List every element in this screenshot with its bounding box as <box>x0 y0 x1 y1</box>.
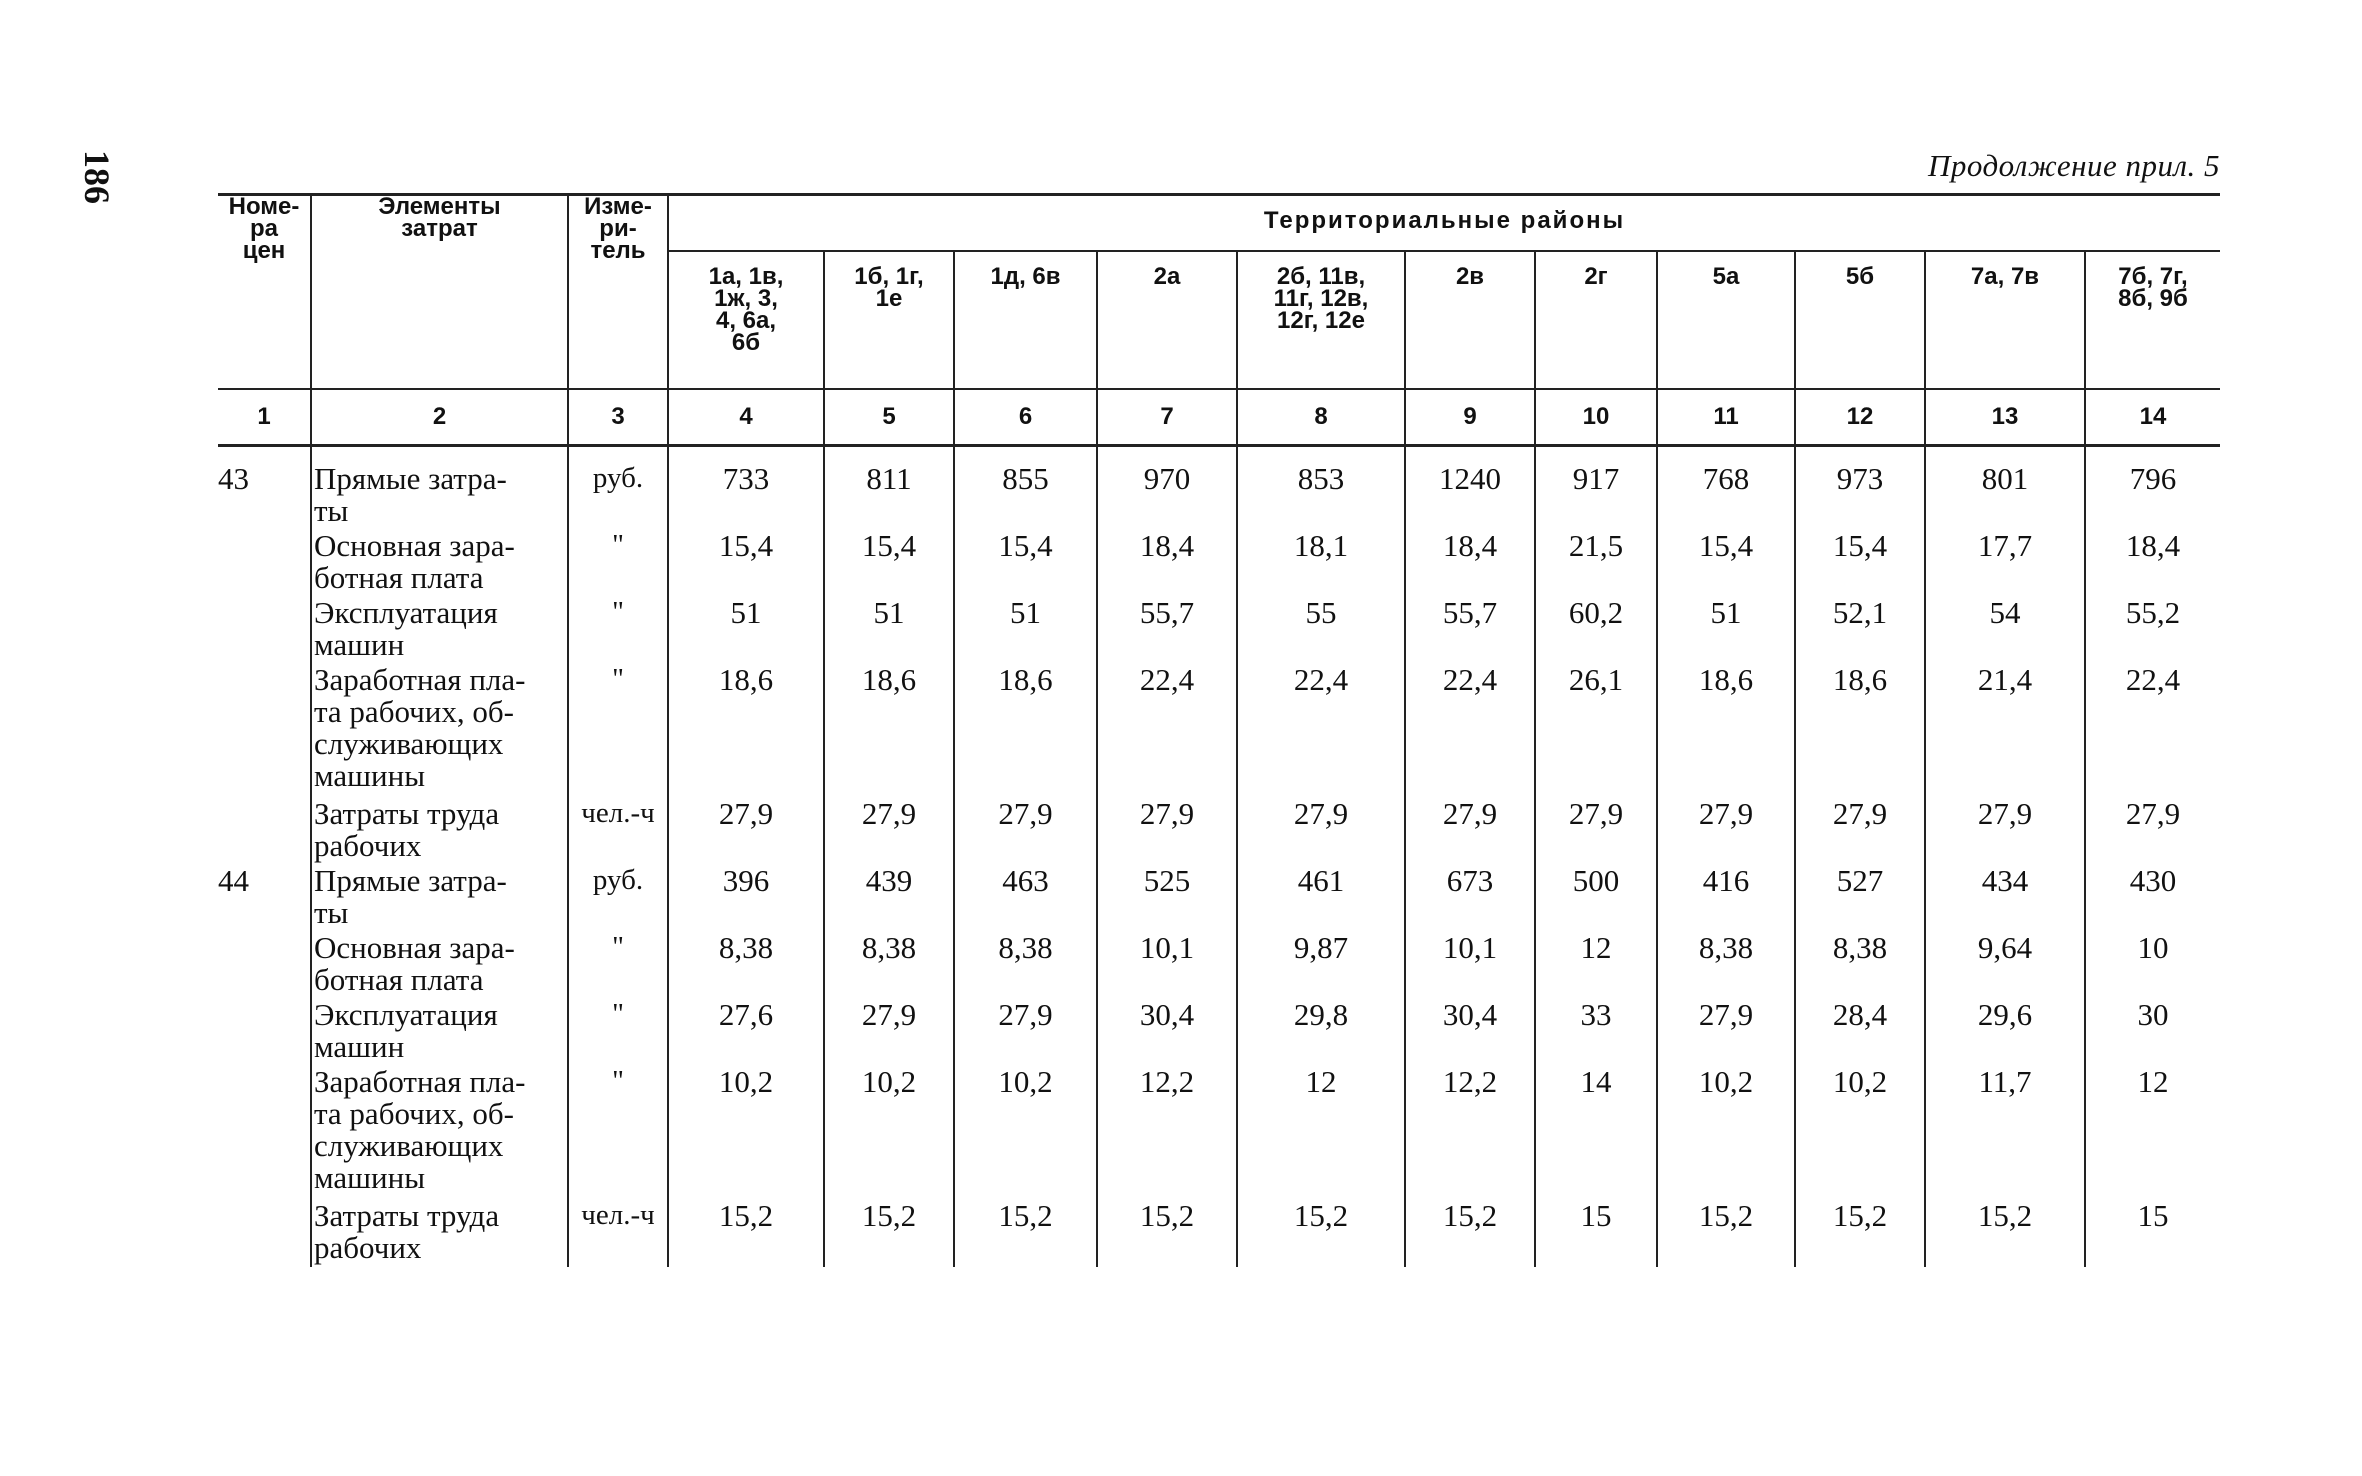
value-cell: 917 <box>1535 446 1657 531</box>
value-cell: 11,7 <box>1925 1066 2085 1200</box>
value-cell: 22,4 <box>1097 664 1237 798</box>
header-district: 2в <box>1405 251 1535 389</box>
value-cell: 18,1 <box>1237 530 1405 597</box>
value-cell: 55 <box>1237 597 1405 664</box>
value-cell: 853 <box>1237 446 1405 531</box>
value-cell: 28,4 <box>1795 999 1925 1066</box>
price-number-cell: 44 <box>218 865 311 932</box>
column-number: 4 <box>668 389 824 446</box>
table-row <box>218 1066 2220 1200</box>
cost-element-cell: Затраты труда рабочих <box>311 1200 568 1267</box>
price-number-cell <box>218 1066 311 1200</box>
header-district: 7б, 7г, 8б, 9б <box>2085 251 2220 389</box>
header-cost-elements: Элементы затрат <box>311 195 568 390</box>
column-number: 11 <box>1657 389 1795 446</box>
table-row <box>218 446 2220 531</box>
column-number: 3 <box>568 389 668 446</box>
value-cell: 8,38 <box>954 932 1097 999</box>
value-cell: 14 <box>1535 1066 1657 1200</box>
value-cell: 15,4 <box>1795 530 1925 597</box>
cost-element-cell: Эксплуатация машин <box>311 999 568 1066</box>
cost-element-cell: Затраты труда рабочих <box>311 798 568 865</box>
table-row <box>218 530 2220 597</box>
column-number: 12 <box>1795 389 1925 446</box>
header-district: 2а <box>1097 251 1237 389</box>
value-cell: 21,5 <box>1535 530 1657 597</box>
value-cell: 10 <box>2085 932 2220 999</box>
value-cell: 27,9 <box>824 999 954 1066</box>
table-row <box>218 664 2220 798</box>
price-number-cell <box>218 530 311 597</box>
value-cell: 12 <box>1535 932 1657 999</box>
unit-cell: " <box>568 664 668 798</box>
value-cell: 30 <box>2085 999 2220 1066</box>
value-cell: 10,2 <box>954 1066 1097 1200</box>
value-cell: 29,8 <box>1237 999 1405 1066</box>
value-cell: 1240 <box>1405 446 1535 531</box>
value-cell: 15,2 <box>1657 1200 1795 1267</box>
value-cell: 527 <box>1795 865 1925 932</box>
table-row <box>218 865 2220 932</box>
value-cell: 55,7 <box>1097 597 1237 664</box>
value-cell: 30,4 <box>1405 999 1535 1066</box>
cost-element-cell: Основная зара- ботная плата <box>311 932 568 999</box>
cost-element-cell: Прямые затра- ты <box>311 446 568 531</box>
column-number: 13 <box>1925 389 2085 446</box>
value-cell: 27,9 <box>2085 798 2220 865</box>
value-cell: 18,6 <box>824 664 954 798</box>
value-cell: 15,4 <box>954 530 1097 597</box>
price-number-cell <box>218 1200 311 1267</box>
value-cell: 15 <box>2085 1200 2220 1267</box>
price-number-cell <box>218 664 311 798</box>
value-cell: 12 <box>2085 1066 2220 1200</box>
value-cell: 22,4 <box>1405 664 1535 798</box>
value-cell: 768 <box>1657 446 1795 531</box>
value-cell: 27,9 <box>1925 798 2085 865</box>
value-cell: 27,9 <box>824 798 954 865</box>
value-cell: 60,2 <box>1535 597 1657 664</box>
value-cell: 15,2 <box>954 1200 1097 1267</box>
value-cell: 12 <box>1237 1066 1405 1200</box>
table-row <box>218 999 2220 1066</box>
value-cell: 52,1 <box>1795 597 1925 664</box>
price-number-cell <box>218 932 311 999</box>
value-cell: 970 <box>1097 446 1237 531</box>
value-cell: 22,4 <box>2085 664 2220 798</box>
value-cell: 15,2 <box>1237 1200 1405 1267</box>
value-cell: 27,6 <box>668 999 824 1066</box>
column-number: 5 <box>824 389 954 446</box>
value-cell: 54 <box>1925 597 2085 664</box>
column-number: 9 <box>1405 389 1535 446</box>
value-cell: 27,9 <box>1535 798 1657 865</box>
unit-cell: руб. <box>568 865 668 932</box>
value-cell: 733 <box>668 446 824 531</box>
header-district: 1б, 1г, 1е <box>824 251 954 389</box>
value-cell: 10,2 <box>668 1066 824 1200</box>
value-cell: 416 <box>1657 865 1795 932</box>
header-district: 5а <box>1657 251 1795 389</box>
table-row <box>218 932 2220 999</box>
value-cell: 10,2 <box>1657 1066 1795 1200</box>
value-cell: 973 <box>1795 446 1925 531</box>
value-cell: 51 <box>1657 597 1795 664</box>
value-cell: 15,2 <box>1925 1200 2085 1267</box>
value-cell: 33 <box>1535 999 1657 1066</box>
value-cell: 15,2 <box>668 1200 824 1267</box>
value-cell: 434 <box>1925 865 2085 932</box>
continuation-label: Продолжение прил. 5 <box>1928 148 2220 183</box>
value-cell: 18,4 <box>1405 530 1535 597</box>
header-territorial-districts: Территориальные районы <box>668 195 2220 252</box>
value-cell: 439 <box>824 865 954 932</box>
value-cell: 55,2 <box>2085 597 2220 664</box>
value-cell: 801 <box>1925 446 2085 531</box>
value-cell: 796 <box>2085 446 2220 531</box>
header-price-number: Номе- ра цен <box>218 195 311 390</box>
column-number: 2 <box>311 389 568 446</box>
value-cell: 9,87 <box>1237 932 1405 999</box>
value-cell: 15,2 <box>1405 1200 1535 1267</box>
unit-cell: " <box>568 597 668 664</box>
value-cell: 8,38 <box>1795 932 1925 999</box>
header-district: 2г <box>1535 251 1657 389</box>
column-number: 1 <box>218 389 311 446</box>
value-cell: 27,9 <box>1237 798 1405 865</box>
value-cell: 51 <box>954 597 1097 664</box>
price-number-cell <box>218 798 311 865</box>
value-cell: 10,1 <box>1097 932 1237 999</box>
table-row <box>218 798 2220 865</box>
value-cell: 9,64 <box>1925 932 2085 999</box>
cost-table <box>218 193 2220 1267</box>
value-cell: 10,2 <box>824 1066 954 1200</box>
header-district: 1д, 6в <box>954 251 1097 389</box>
unit-cell: чел.-ч <box>568 1200 668 1267</box>
value-cell: 22,4 <box>1237 664 1405 798</box>
cost-element-cell: Эксплуатация машин <box>311 597 568 664</box>
value-cell: 18,6 <box>954 664 1097 798</box>
cost-element-cell: Основная зара- ботная плата <box>311 530 568 597</box>
column-number: 7 <box>1097 389 1237 446</box>
page-number: 186 <box>77 150 117 204</box>
value-cell: 27,9 <box>1795 798 1925 865</box>
value-cell: 26,1 <box>1535 664 1657 798</box>
value-cell: 15,2 <box>1097 1200 1237 1267</box>
value-cell: 17,7 <box>1925 530 2085 597</box>
value-cell: 15 <box>1535 1200 1657 1267</box>
header-district: 7а, 7в <box>1925 251 2085 389</box>
value-cell: 27,9 <box>668 798 824 865</box>
column-number: 6 <box>954 389 1097 446</box>
price-number-cell: 43 <box>218 446 311 531</box>
cost-element-cell: Прямые затра- ты <box>311 865 568 932</box>
value-cell: 525 <box>1097 865 1237 932</box>
value-cell: 430 <box>2085 865 2220 932</box>
value-cell: 10,1 <box>1405 932 1535 999</box>
cost-element-cell: Заработная пла- та рабочих, об- служивающих машины <box>311 664 568 798</box>
unit-cell: " <box>568 932 668 999</box>
value-cell: 18,4 <box>2085 530 2220 597</box>
value-cell: 27,9 <box>1657 999 1795 1066</box>
header-unit: Изме- ри- тель <box>568 195 668 390</box>
value-cell: 15,2 <box>1795 1200 1925 1267</box>
value-cell: 55,7 <box>1405 597 1535 664</box>
value-cell: 27,9 <box>1657 798 1795 865</box>
value-cell: 27,9 <box>954 798 1097 865</box>
table-row <box>218 1200 2220 1267</box>
value-cell: 51 <box>668 597 824 664</box>
value-cell: 29,6 <box>1925 999 2085 1066</box>
unit-cell: чел.-ч <box>568 798 668 865</box>
value-cell: 27,9 <box>1097 798 1237 865</box>
cost-element-cell: Заработная пла- та рабочих, об- служивающих машины <box>311 1066 568 1200</box>
header-district: 5б <box>1795 251 1925 389</box>
value-cell: 811 <box>824 446 954 531</box>
column-number: 8 <box>1237 389 1405 446</box>
column-number: 14 <box>2085 389 2220 446</box>
unit-cell: " <box>568 530 668 597</box>
value-cell: 18,6 <box>1657 664 1795 798</box>
value-cell: 15,4 <box>1657 530 1795 597</box>
value-cell: 461 <box>1237 865 1405 932</box>
value-cell: 8,38 <box>1657 932 1795 999</box>
value-cell: 15,4 <box>824 530 954 597</box>
header-district: 1а, 1в, 1ж, 3, 4, 6а, 6б <box>668 251 824 389</box>
value-cell: 8,38 <box>824 932 954 999</box>
value-cell: 51 <box>824 597 954 664</box>
value-cell: 500 <box>1535 865 1657 932</box>
header-district: 2б, 11в, 11г, 12в, 12г, 12е <box>1237 251 1405 389</box>
value-cell: 18,4 <box>1097 530 1237 597</box>
unit-cell: " <box>568 1066 668 1200</box>
unit-cell: " <box>568 999 668 1066</box>
value-cell: 673 <box>1405 865 1535 932</box>
value-cell: 855 <box>954 446 1097 531</box>
value-cell: 27,9 <box>1405 798 1535 865</box>
column-number: 10 <box>1535 389 1657 446</box>
value-cell: 15,2 <box>824 1200 954 1267</box>
value-cell: 18,6 <box>1795 664 1925 798</box>
unit-cell: руб. <box>568 446 668 531</box>
price-number-cell <box>218 597 311 664</box>
value-cell: 396 <box>668 865 824 932</box>
table-row <box>218 597 2220 664</box>
value-cell: 463 <box>954 865 1097 932</box>
value-cell: 12,2 <box>1097 1066 1237 1200</box>
price-number-cell <box>218 999 311 1066</box>
value-cell: 18,6 <box>668 664 824 798</box>
value-cell: 15,4 <box>668 530 824 597</box>
value-cell: 10,2 <box>1795 1066 1925 1200</box>
value-cell: 8,38 <box>668 932 824 999</box>
value-cell: 21,4 <box>1925 664 2085 798</box>
value-cell: 27,9 <box>954 999 1097 1066</box>
value-cell: 30,4 <box>1097 999 1237 1066</box>
value-cell: 12,2 <box>1405 1066 1535 1200</box>
